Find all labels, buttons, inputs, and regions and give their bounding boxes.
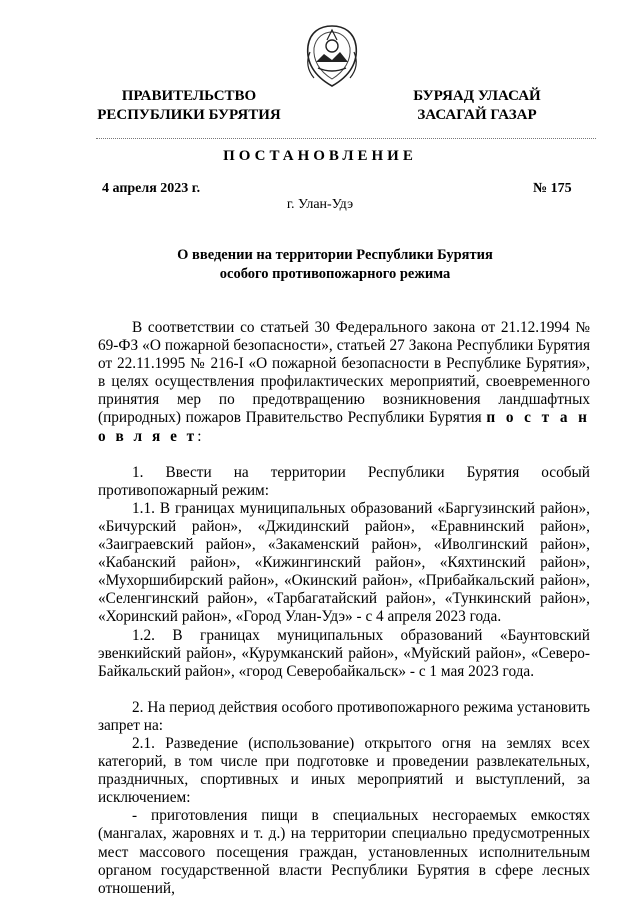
paragraph-1: 1. Ввести на территории Республики Бурятия особый противопожарный режим: (98, 463, 590, 499)
document-body (98, 319, 590, 898)
government-name-buryat-line1: БУРЯАД УЛАСАЙ (413, 88, 541, 104)
header-divider (96, 138, 596, 139)
government-name-buryat-line2: ЗАСАГАЙ ГАЗАР (417, 107, 537, 123)
government-name-buryat (392, 87, 562, 125)
paragraph-2: 2. На период действия особого противопожарного режима установить запрет на: (98, 698, 590, 734)
paragraph-1-1: 1.1. В границах муниципальных образований «Баргузинский район», «Бичурский район», «Джидинский район», «Еравнинский район», «Заиграевский район», «Закаменский район», «Иволгинский район», «Кабанский район», «Кижингинский район», «Кяхтинский район», «Мухоршибирский район», «Окинский район», «Прибайкальский район», «Селенгинский район», «Тарбагатайский район», «Тункинский район», «Хоринский район», «Город Улан-Удэ» - с 4 апреля 2023 года. (98, 499, 590, 626)
document-title (100, 246, 570, 284)
document-city: г. Улан-Удэ (286, 197, 354, 212)
document-type: ПОСТАНОВЛЕНИЕ (223, 148, 417, 164)
intro-paragraph (98, 319, 590, 446)
intro-end: : (197, 427, 202, 445)
paragraph-2-1: 2.1. Разведение (использование) открытого огня на землях всех категорий, в том числе при подготовке и проведении развлекательных, праздничных, спортивных и иных мероприятий и выступлений, за исключением: (98, 734, 590, 807)
paragraph-2-1-a: - приготовления пищи в специальных несгораемых емкостях (мангалах, жаровнях и т. д.) на территории специально предусмотренных мест массового посещения граждан, установленных исполнительным органом государственной власти Республики Бурятия в сфере лесных отношений, (98, 807, 590, 897)
document-title-line2: особого противопожарного режима (219, 266, 451, 282)
paragraph-1-2: 1.2. В границах муниципальных образований «Баунтовский эвенкийский район», «Курумканский район», «Муйский район», «Северо-Байкальский район», «город Северобайкальск» - с 1 мая 2023 года. (98, 626, 590, 680)
coat-of-arms-emblem-icon (300, 22, 364, 90)
government-name-line2: РЕСПУБЛИКИ БУРЯТИЯ (97, 107, 281, 123)
intro-text: В соответствии со статьей 30 Федерального закона от 21.12.1994 № 69-ФЗ «О пожарной безопасности», статьей 27 Закона Республики Бурятия от 22.11.1995 № 216-I «О пожарной безопасности в Республике Бурятия», в целях осуществления профилактических мероприятий, своевременного принятия мер по предотвращению возникновения ландшафтных (природных) пожаров Правительство Республики Бурятия (98, 319, 590, 427)
document-number: № 175 (533, 181, 572, 196)
government-name-russian (78, 87, 300, 125)
resolves-word: п о с т а н о в л я е т (98, 409, 590, 445)
document-title-line1: О введении на территории Республики Бурятия (177, 247, 493, 263)
document-date: 4 апреля 2023 г. (102, 181, 201, 196)
government-name-line1: ПРАВИТЕЛЬСТВО (121, 88, 257, 104)
